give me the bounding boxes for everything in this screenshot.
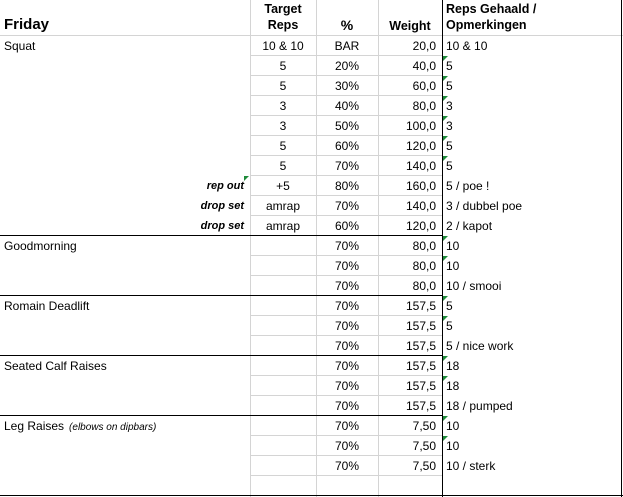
percent-cell[interactable]: 70%: [334, 299, 360, 313]
table-row: [0, 176, 623, 196]
table-row: [0, 56, 623, 76]
set-type-label[interactable]: rep out: [206, 180, 244, 192]
comment-indicator-icon: [443, 256, 448, 261]
reps-done-cell[interactable]: 5: [446, 139, 453, 153]
percent-cell[interactable]: 80%: [334, 179, 360, 193]
weight-cell[interactable]: 100,0: [405, 119, 436, 133]
percent-cell[interactable]: 70%: [334, 319, 360, 333]
exercise-name[interactable]: Squat: [4, 39, 36, 53]
day-title[interactable]: Friday: [4, 16, 50, 33]
table-row: [0, 376, 623, 396]
weight-cell[interactable]: 157,5: [405, 339, 436, 353]
target-reps-cell[interactable]: 5: [279, 79, 287, 93]
weight-cell[interactable]: 40,0: [412, 59, 436, 73]
set-type-label[interactable]: drop set: [200, 200, 244, 212]
percent-cell[interactable]: 40%: [334, 99, 360, 113]
weight-cell[interactable]: 80,0: [412, 99, 436, 113]
percent-cell[interactable]: 70%: [334, 399, 360, 413]
weight-cell[interactable]: 157,5: [405, 319, 436, 333]
table-row: [0, 156, 623, 176]
reps-done-cell[interactable]: 2 / kapot: [446, 219, 493, 233]
table-row: [0, 316, 623, 336]
percent-cell[interactable]: 70%: [334, 359, 360, 373]
table-bottom-border: [0, 495, 623, 496]
comment-indicator-icon: [443, 96, 448, 101]
reps-done-cell[interactable]: 5: [446, 159, 453, 173]
weight-cell[interactable]: 157,5: [405, 379, 436, 393]
percent-cell[interactable]: 70%: [334, 159, 360, 173]
target-reps-cell[interactable]: [250, 296, 316, 316]
weight-header[interactable]: Weight: [389, 19, 431, 33]
target-reps-cell[interactable]: 3: [279, 99, 287, 113]
reps-done-cell[interactable]: 18: [446, 379, 460, 393]
table-row: [0, 76, 623, 96]
comment-indicator-icon: [443, 316, 448, 321]
target-reps-cell[interactable]: [250, 436, 316, 456]
comment-indicator-icon: [443, 236, 448, 241]
reps-done-cell[interactable]: [442, 476, 623, 496]
percent-cell[interactable]: 70%: [334, 199, 360, 213]
target-reps-cell[interactable]: 5: [279, 59, 287, 73]
percent-cell[interactable]: 70%: [334, 339, 360, 353]
percent-cell[interactable]: 50%: [334, 119, 360, 133]
reps-done-cell[interactable]: 5: [446, 59, 453, 73]
target-reps-cell[interactable]: [250, 456, 316, 476]
group-separator: [0, 355, 442, 356]
target-reps-cell[interactable]: [250, 256, 316, 276]
group-separator: [0, 415, 442, 416]
reps-done-cell[interactable]: 10: [446, 419, 460, 433]
weight-cell[interactable]: 157,5: [405, 359, 436, 373]
weight-cell[interactable]: 157,5: [405, 399, 436, 413]
target-reps-cell[interactable]: amrap: [265, 199, 300, 213]
table-row: [0, 256, 623, 276]
table-row: [0, 216, 623, 236]
weight-cell[interactable]: 20,0: [412, 39, 436, 53]
weight-cell[interactable]: 7,50: [412, 459, 436, 473]
comment-indicator-icon: [443, 376, 448, 381]
comment-indicator-icon: [443, 156, 448, 161]
exercise-name[interactable]: Goodmorning: [4, 239, 77, 253]
target-reps-cell[interactable]: [250, 476, 316, 496]
reps-done-cell[interactable]: 5: [446, 299, 453, 313]
percent-cell[interactable]: 70%: [334, 439, 360, 453]
reps-done-cell[interactable]: 10: [446, 439, 460, 453]
target-reps-cell[interactable]: 5: [279, 159, 287, 173]
percent-cell[interactable]: 70%: [334, 459, 360, 473]
comment-indicator-icon: [443, 56, 448, 61]
reps-done-cell[interactable]: 3: [446, 99, 453, 113]
reps-done-cell[interactable]: 18: [446, 359, 460, 373]
weight-cell[interactable]: 140,0: [405, 159, 436, 173]
percent-cell[interactable]: 60%: [334, 139, 360, 153]
table-row: [0, 356, 623, 376]
table-row: [0, 396, 623, 416]
reps-done-header[interactable]: Reps Gehaald / Opmerkingen: [446, 2, 537, 32]
percent-cell[interactable]: 70%: [334, 279, 360, 293]
percent-cell[interactable]: 70%: [334, 259, 360, 273]
table-row: [0, 36, 623, 56]
target-reps-cell[interactable]: amrap: [265, 219, 300, 233]
comment-indicator-icon: [443, 436, 448, 441]
weight-cell[interactable]: 7,50: [412, 419, 436, 433]
exercise-name[interactable]: Romain Deadlift: [4, 299, 90, 313]
table-row: [0, 416, 623, 436]
reps-done-cell[interactable]: 5 / nice work: [446, 339, 514, 353]
table-row: [0, 196, 623, 216]
weight-cell[interactable]: 80,0: [412, 279, 436, 293]
table-row: [0, 436, 623, 456]
target-reps-header[interactable]: Target Reps: [264, 2, 302, 32]
comment-indicator-icon: [244, 176, 249, 181]
notes-column-divider: [442, 0, 443, 497]
weight-cell[interactable]: 80,0: [412, 259, 436, 273]
weight-cell[interactable]: 140,0: [405, 199, 436, 213]
percent-header[interactable]: %: [340, 17, 354, 33]
table-row: [0, 136, 623, 156]
weight-cell[interactable]: 7,50: [412, 439, 436, 453]
percent-cell[interactable]: 30%: [334, 79, 360, 93]
group-separator: [0, 295, 442, 296]
table-row: [0, 456, 623, 476]
weight-cell[interactable]: 80,0: [412, 239, 436, 253]
weight-cell[interactable]: 157,5: [405, 299, 436, 313]
table-row: [0, 236, 623, 256]
comment-indicator-icon: [443, 116, 448, 121]
reps-done-cell[interactable]: 5 / poe !: [446, 179, 490, 193]
comment-indicator-icon: [443, 356, 448, 361]
weight-cell[interactable]: 120,0: [405, 139, 436, 153]
table-right-border: [621, 0, 622, 497]
table-row: [0, 96, 623, 116]
exercise-note: (elbows on dipbars): [69, 422, 157, 433]
table-row: [0, 276, 623, 296]
comment-indicator-icon: [443, 296, 448, 301]
reps-done-cell[interactable]: 10 & 10: [446, 39, 488, 53]
comment-indicator-icon: [443, 76, 448, 81]
target-reps-cell[interactable]: [250, 356, 316, 376]
reps-done-cell[interactable]: 5: [446, 319, 453, 333]
exercise-name[interactable]: Seated Calf Raises: [4, 359, 107, 373]
percent-cell[interactable]: 70%: [334, 419, 360, 433]
weight-cell[interactable]: 120,0: [405, 219, 436, 233]
reps-done-cell[interactable]: 10: [446, 239, 460, 253]
target-reps-cell[interactable]: [250, 236, 316, 256]
weight-cell[interactable]: 160,0: [405, 179, 436, 193]
group-separator: [0, 235, 442, 236]
comment-indicator-icon: [443, 136, 448, 141]
percent-cell[interactable]: 60%: [334, 219, 360, 233]
percent-cell[interactable]: [316, 476, 378, 496]
percent-cell[interactable]: 70%: [334, 239, 360, 253]
target-reps-cell[interactable]: [250, 376, 316, 396]
percent-cell[interactable]: 70%: [334, 379, 360, 393]
table-row: [0, 476, 623, 496]
target-reps-cell[interactable]: [250, 276, 316, 296]
comment-indicator-icon: [443, 416, 448, 421]
reps-done-cell[interactable]: 10 / smooi: [446, 279, 502, 293]
target-reps-cell[interactable]: [250, 316, 316, 336]
reps-done-cell[interactable]: 10 / sterk: [446, 459, 496, 473]
target-reps-cell[interactable]: [250, 416, 316, 436]
target-reps-cell[interactable]: [250, 336, 316, 356]
reps-done-cell[interactable]: 3: [446, 119, 453, 133]
reps-done-cell[interactable]: 10: [446, 259, 460, 273]
target-reps-cell[interactable]: 10 & 10: [262, 39, 304, 53]
reps-done-cell[interactable]: 18 / pumped: [446, 399, 513, 413]
weight-cell[interactable]: 60,0: [412, 79, 436, 93]
table-row: [0, 336, 623, 356]
reps-done-cell[interactable]: 5: [446, 79, 453, 93]
exercise-name[interactable]: Leg Raises (elbows on dipbars): [4, 419, 157, 433]
table-row: [0, 116, 623, 136]
target-reps-cell[interactable]: +5: [276, 179, 290, 193]
reps-done-cell[interactable]: 3 / dubbel poe: [446, 199, 523, 213]
set-type-label[interactable]: drop set: [200, 220, 244, 232]
target-reps-cell[interactable]: 5: [279, 139, 287, 153]
percent-cell[interactable]: 20%: [334, 59, 360, 73]
target-reps-cell[interactable]: [250, 396, 316, 416]
target-reps-cell[interactable]: 3: [279, 119, 287, 133]
weight-cell[interactable]: [378, 476, 442, 496]
percent-cell[interactable]: BAR: [334, 39, 360, 53]
table-row: [0, 296, 623, 316]
